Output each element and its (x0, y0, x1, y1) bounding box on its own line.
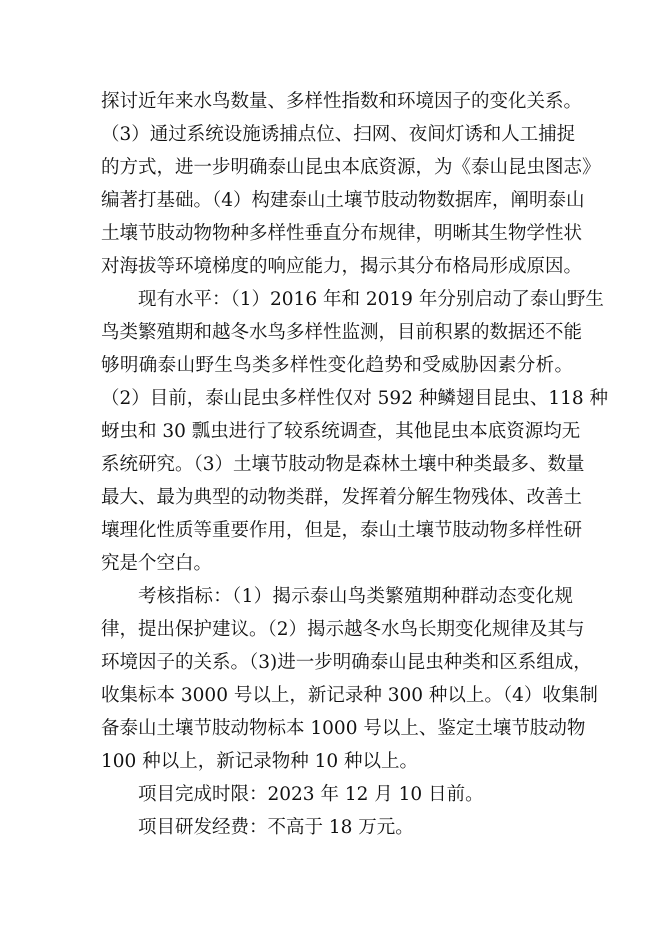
text-line: 项目研发经费：不高于 18 万元。 (138, 817, 414, 838)
text-line: 现有水平：（1）2016 年和 2019 年分别启动了泰山野生 (138, 289, 604, 310)
text-line: 究是个空白。 (101, 553, 213, 574)
text-line: 编著打基础。（4）构建泰山土壤节肢动物数据库，阐明泰山 (101, 190, 585, 211)
text-line: 100 种以上，新记录物种 10 种以上。 (101, 751, 418, 772)
text-line: （2）目前，泰山昆虫多样性仅对 592 种鳞翅目昆虫、118 种 (101, 388, 609, 409)
text-line: 的方式，进一步明确泰山昆虫本底资源，为《泰山昆虫图志》 (101, 157, 601, 178)
text-line: 最大、最为典型的动物类群，发挥着分解生物残体、改善土 (101, 487, 583, 508)
text-line: 收集标本 3000 号以上，新记录种 300 种以上。（4）收集制 (101, 685, 598, 706)
text-line: 鸟类繁殖期和越冬水鸟多样性监测，目前积累的数据还不能 (101, 322, 583, 343)
text-line: （3）通过系统设施诱捕点位、扫网、夜间灯诱和人工捕捉 (101, 124, 576, 145)
text-line: 备泰山土壤节肢动物标本 1000 号以上、鉴定土壤节肢动物 (101, 718, 586, 739)
text-line: 考核指标：（1）揭示泰山鸟类繁殖期种群动态变化规 (138, 586, 573, 607)
text-line: 土壤节肢动物物种多样性垂直分布规律，明晰其生物学性状 (101, 223, 583, 244)
text-line: 对海拔等环境梯度的响应能力，揭示其分布格局形成原因。 (101, 256, 583, 277)
text-line: 够明确泰山野生鸟类多样性变化趋势和受威胁因素分析。 (101, 355, 573, 376)
text-line: 项目完成时限：2023 年 12 月 10 日前。 (138, 784, 484, 805)
text-line: 系统研究。（3）土壤节肢动物是森林土壤中种类最多、数量 (101, 454, 585, 475)
text-line: 环境因子的关系。（3)进一步明确泰山昆虫种类和区系组成， (101, 652, 592, 673)
text-line: 蚜虫和 30 瓢虫进行了较系统调查，其他昆虫本底资源均无 (101, 421, 581, 442)
text-line: 探讨近年来水鸟数量、多样性指数和环境因子的变化关系。 (101, 91, 583, 112)
text-line: 律，提出保护建议。（2）揭示越冬水鸟长期变化规律及其与 (101, 619, 585, 640)
text-line: 壤理化性质等重要作用，但是，泰山土壤节肢动物多样性研 (101, 520, 583, 541)
